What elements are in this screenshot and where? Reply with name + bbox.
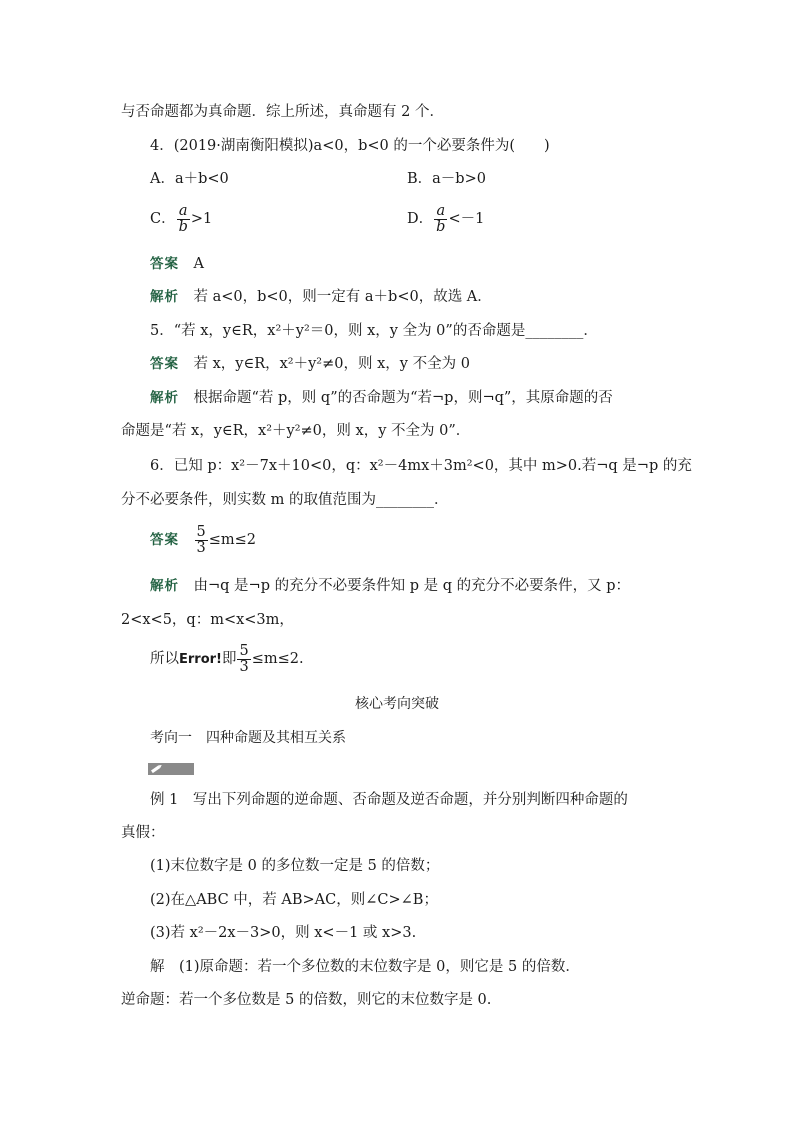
fraction-numerator: a (177, 204, 190, 220)
answer-6 (150, 522, 256, 558)
question-6-line1: 6．已知 p：x²－7x＋10<0，q：x²－4mx＋3m²<0，其中 m>0.若¬q 是¬p 的充 (150, 458, 692, 474)
option-d-prefix: D． (407, 211, 434, 227)
option-b: B．a－b>0 (407, 171, 486, 187)
section-title: 核心考向突破 (355, 696, 439, 712)
analysis-tag: 解析 (150, 578, 179, 594)
analysis-6-line1 (150, 576, 630, 596)
option-d (407, 201, 484, 237)
question-4: 4．(2019·湖南衡阳模拟)a<0，b<0 的一个必要条件为( ) (150, 138, 550, 154)
analysis-6-line2: 2<x<5，q：m<x<3m， (121, 612, 294, 628)
answer-text: A (193, 256, 204, 272)
option-d-suffix: <－1 (448, 211, 485, 227)
fraction-denominator: b (436, 218, 446, 235)
option-c (150, 201, 212, 237)
prefix-text: 所以 (150, 651, 179, 667)
answer-tag: 答案 (150, 356, 179, 372)
mid-text: 即 (221, 651, 237, 667)
example-1-line1: 例 1 写出下列命题的逆命题、否命题及逆否命题，并分别判断四种命题的 (150, 792, 628, 808)
answer-4 (150, 254, 204, 274)
suffix-text: ≤m≤2. (251, 651, 304, 667)
analysis-tag: 解析 (150, 390, 179, 406)
example-item-2: (2)在△ABC 中，若 AB>AC，则∠C>∠B； (150, 892, 438, 908)
solution-line1: 解 (1)原命题：若一个多位数的末位数字是 0，则它是 5 的倍数． (150, 959, 580, 975)
analysis-5-line1 (150, 388, 613, 408)
text-line: 与否命题都为真命题．综上所述，真命题有 2 个． (121, 104, 444, 120)
fraction (237, 644, 250, 675)
example-item-3: (3)若 x²－2x－3>0，则 x<－1 或 x>3. (150, 925, 417, 941)
fraction-numerator: 5 (196, 523, 206, 540)
fraction-numerator: 5 (239, 642, 249, 659)
answer-text: 若 x，y∈R，x²＋y²≠0，则 x，y 不全为 0 (193, 356, 470, 372)
analysis-text: 根据命题“若 p，则 q”的否命题为“若¬p，则¬q”，其原命题的否 (193, 390, 613, 406)
analysis-text: 由¬q 是¬p 的充分不必要条件知 p 是 q 的充分不必要条件，又 p： (193, 578, 630, 594)
analysis-4 (150, 287, 492, 307)
answer-tag: 答案 (150, 532, 179, 548)
option-a: A．a＋b<0 (150, 171, 229, 187)
option-c-prefix: C． (150, 211, 176, 227)
fraction (434, 204, 447, 235)
analysis-text: 若 a<0，b<0，则一定有 a＋b<0，故选 A． (193, 289, 492, 305)
analysis-6-line3 (150, 641, 304, 678)
fraction (195, 525, 208, 556)
fraction-denominator: 3 (196, 539, 206, 556)
analysis-tag: 解析 (150, 289, 179, 305)
fraction-denominator: 3 (239, 658, 249, 675)
answer-tag: 答案 (150, 256, 179, 272)
option-c-suffix: >1 (190, 211, 213, 227)
error-text: Error! (179, 652, 222, 667)
direction-heading: 考向一 四种命题及其相互关系 (150, 730, 346, 746)
example-1-line2: 真假： (121, 825, 165, 841)
question-5: 5．“若 x，y∈R，x²＋y²＝0，则 x，y 全为 0”的否命题是________． (150, 323, 598, 339)
analysis-5-line2: 命题是“若 x，y∈R，x²＋y²≠0，则 x，y 不全为 0”． (121, 423, 471, 439)
fraction-numerator: a (434, 204, 447, 220)
pencil-icon (148, 763, 194, 775)
solution-line2: 逆命题：若一个多位数是 5 的倍数，则它的末位数字是 0. (121, 992, 492, 1008)
question-6-line2: 分不必要条件，则实数 m 的取值范围为________． (121, 492, 449, 508)
answer-5 (150, 354, 470, 374)
fraction (177, 204, 190, 235)
fraction-denominator: b (178, 218, 188, 235)
answer-suffix: ≤m≤2 (208, 532, 257, 548)
example-item-1: (1)末位数字是 0 的多位数一定是 5 的倍数； (150, 858, 440, 874)
